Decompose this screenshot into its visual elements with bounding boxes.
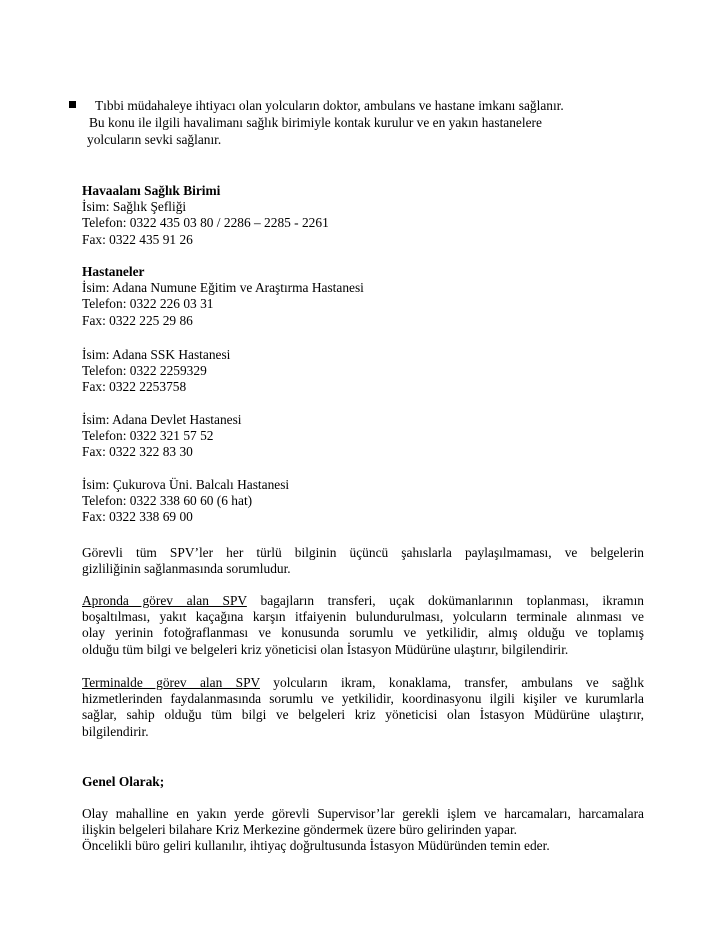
square-bullet-icon [69, 101, 76, 108]
spv-confidentiality-paragraph [82, 545, 644, 577]
paragraph-line: olay yerinin fotoğraflanması ve konusunda sorumlu ve yetkilidir, almış olduğu ve toplamış [82, 625, 644, 641]
hospital-fax: Fax: 0322 338 69 00 [82, 509, 193, 525]
hospital-name: İsim: Çukurova Üni. Balcalı Hastanesi [82, 477, 290, 492]
hospital-name: İsim: Adana Numune Eğitim ve Araştırma Hastanesi [82, 280, 364, 296]
contact-fax: Fax: 0322 435 91 26 [82, 231, 193, 247]
paragraph-line: Öncelikli büro geliri kullanılır, ihtiyaç doğrultusunda İstasyon Müdüründen temin eder. [82, 838, 550, 854]
paragraph-line: Olay mahalline en yakın yerde görevli Supervisor’lar gerekli işlem ve harcamaları, harcamalara [82, 806, 644, 821]
hospital-entry [82, 347, 644, 396]
section-heading: Havaalanı Sağlık Birimi [82, 183, 221, 198]
paragraph-line: bilgilendirir. [82, 723, 149, 739]
terminal-spv-term: Terminalde görev alan SPV [82, 675, 260, 690]
paragraph-text: bagajların transferi, uçak dokümanlarının toplanması, ikramın [246, 593, 644, 608]
paragraph-text: yolcuların ikram, konaklama, transfer, ambulans ve sağlık [259, 675, 645, 690]
hospital-fax: Fax: 0322 225 29 86 [82, 312, 193, 328]
hospital-phone: Telefon: 0322 226 03 31 [82, 296, 214, 312]
paragraph-line: olduğu tüm bilgi ve belgeleri kriz yöneticisi olan İstasyon Müdürüne ulaştırır, bilgilendirir. [82, 641, 569, 657]
hospital-phone: Telefon: 0322 321 57 52 [82, 428, 214, 444]
section-heading: Hastaneler [82, 264, 145, 279]
hospital-name: İsim: Adana Devlet Hastanesi [82, 412, 242, 427]
general-heading-block [82, 774, 644, 790]
section-heading: Genel Olarak; [82, 774, 165, 789]
hospital-entry [82, 477, 644, 526]
paragraph-line [82, 593, 644, 609]
hospital-entry [82, 412, 644, 461]
hospital-fax: Fax: 0322 322 83 30 [82, 444, 193, 460]
general-paragraph [82, 806, 644, 855]
bullet-line-2: Bu konu ile ilgili havalimanı sağlık birimiyle kontak kurulur ve en yakın hastanelere [89, 115, 542, 130]
hospital-phone: Telefon: 0322 338 60 60 (6 hat) [82, 493, 253, 509]
paragraph-line [82, 675, 644, 691]
paragraph-line: ilişkin belgeleri bilahare Kriz Merkezine göndermek üzere büro gelirinden yapar. [82, 822, 518, 838]
hospital-phone: Telefon: 0322 2259329 [82, 363, 207, 379]
contact-phone: Telefon: 0322 435 03 80 / 2286 – 2285 - 2261 [82, 215, 329, 231]
airport-health-section [82, 183, 644, 248]
apron-spv-paragraph [82, 593, 644, 658]
hospital-name: İsim: Adana SSK Hastanesi [82, 347, 231, 362]
bullet-line-1: Tıbbi müdahaleye ihtiyacı olan yolcuların doktor, ambulans ve hastane imkanı sağlanır. [95, 98, 564, 113]
hospitals-section [82, 264, 644, 329]
bullet-line-3: yolcuların sevki sağlanır. [87, 132, 222, 147]
paragraph-line: Görevli tüm SPV’ler her türlü bilginin üçüncü şahıslarla paylaşılmaması, ve belgelerin [82, 545, 644, 560]
terminal-spv-paragraph [82, 675, 644, 740]
paragraph-line: sağlar, sahip olduğu tüm bilgi ve belgeleri kriz yöneticisi olan İstasyon Müdürüne ulaştırır, [82, 707, 644, 723]
contact-name: İsim: Sağlık Şefliği [82, 199, 187, 215]
paragraph-line: boşaltılması, yakıt kaçağına karşın itfaiyenin bulundurulması, yolcuların terminale alınması ve [82, 609, 644, 625]
apron-spv-term: Apronda görev alan SPV [82, 593, 247, 608]
paragraph-line: gizliliğinin sağlanmasında sorumludur. [82, 561, 291, 577]
hospital-fax: Fax: 0322 2253758 [82, 379, 187, 395]
paragraph-line: hizmetlerinden faydalanmasında sorumlu ve yetkilidir, koordinasyonu ilgili kişiler ve kurumlarla [82, 691, 644, 707]
